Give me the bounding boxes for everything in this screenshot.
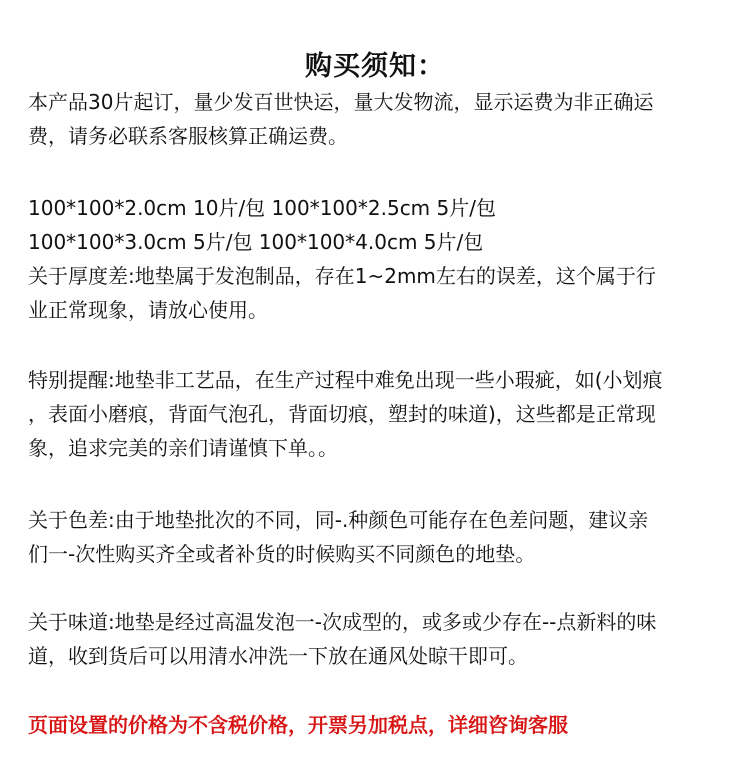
- thickness-line-2: 业正常现象，请放心使用。: [28, 298, 268, 322]
- thickness-line-1: 关于厚度差:地垫属于发泡制品，存在1~2mm左右的误差，这个属于行: [28, 264, 656, 288]
- shipping-line-2: 费，请务必联系客服核算正确运费。: [28, 124, 348, 148]
- page-title: 购买须知：: [305, 51, 445, 82]
- spec-line-2: 100*100*3.0cm 5片/包 100*100*4.0cm 5片/包: [28, 230, 484, 254]
- color-line-2: 们一-次性购买齐全或者补货的时候购买不同颜色的地垫。: [28, 542, 536, 566]
- smell-line-1: 关于味道:地垫是经过高温发泡一-次成型的，或多或少存在--点新料的味: [28, 610, 657, 634]
- tax-notice: 页面设置的价格为不含税价格，开票另加税点，详细咨询客服: [28, 713, 568, 737]
- special-line-3: 象，追求完美的亲们请谨慎下单。。: [28, 436, 338, 460]
- special-line-2: ，表面小磨痕，背面气泡孔，背面切痕，塑封的味道)，这些都是正常现: [28, 402, 656, 426]
- color-line-1: 关于色差:由于地垫批次的不同，同-.种颜色可能存在色差问题，建议亲: [28, 508, 649, 532]
- spec-line-1: 100*100*2.0cm 10片/包 100*100*2.5cm 5片/包: [28, 196, 496, 220]
- smell-line-2: 道，收到货后可以用清水冲洗一下放在通风处晾干即可。: [28, 644, 528, 668]
- special-line-1: 特别提醒:地垫非工艺品，在生产过程中难免出现一些小瑕疵，如(小划痕: [28, 368, 663, 392]
- shipping-line-1: 本产品30片起订，量少发百世快运，量大发物流，显示运费为非正确运: [28, 90, 654, 114]
